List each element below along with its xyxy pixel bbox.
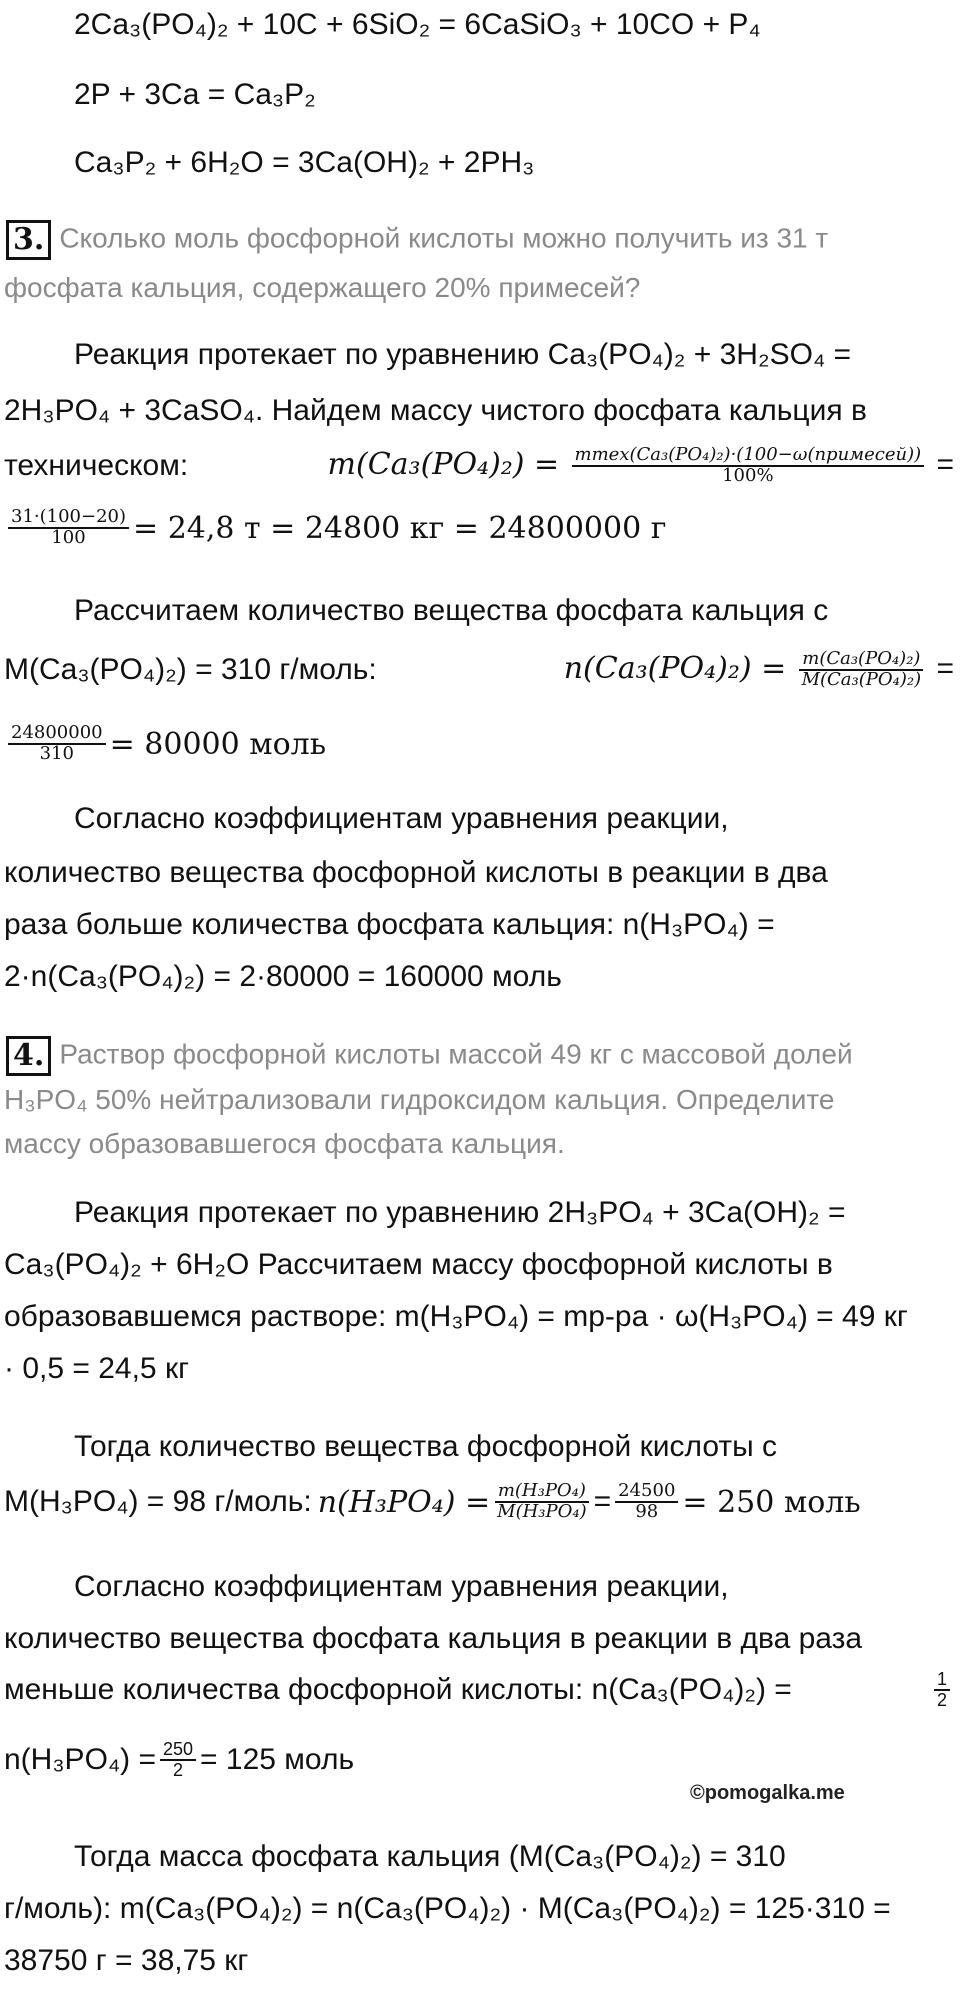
task3-p2-start: M(Ca₃(PO₄)₂) = 310 г/моль: [4, 653, 377, 686]
task3-p3-line1: Согласно коэффициентам уравнения реакции, [74, 802, 729, 835]
task3-question-line2: фосфата кальция, содержащего 20% примесей? [4, 272, 641, 303]
task4-question-line2: H₃PO₄ 50% нейтрализовали гидроксидом кальция. Определите [4, 1084, 835, 1115]
task4-result-phosphate-moles: = 125 моль [200, 1743, 355, 1776]
task3-p2-fraction-den: M(Ca₃(PO₄)₂) [801, 669, 922, 690]
task4-p2-start: M(H₃PO₄) = 98 г/моль: [4, 1485, 312, 1518]
task4-half-fraction [934, 1670, 950, 1710]
task3-p3-line4: 2·n(Ca₃(PO₄)₂) = 2·80000 = 160000 моль [4, 960, 562, 993]
task4-p2-fraction-den: M(H₃PO₄) [497, 1501, 587, 1522]
task3-number: 3. [6, 220, 51, 260]
task3-p2-line1: Рассчитаем количество вещества фосфата кальция с [74, 594, 829, 627]
task4-p3-fraction-den: 2 [173, 1760, 184, 1780]
task4-half-num: 1 [934, 1670, 950, 1691]
task4-p1-line4: · 0,5 = 24,5 кг [4, 1352, 190, 1385]
task3-eq-sign: = [936, 447, 954, 481]
task3-result-moles: = 80000 моль [109, 726, 327, 762]
task4-p2-line1: Тогда количество вещества фосфорной кислоты с [74, 1430, 778, 1463]
task3-p2-fraction2 [8, 724, 106, 764]
watermark: ©pomogalka.me [690, 1782, 845, 1804]
task4-p2-lhs: n(H₃PO₄) = [317, 1484, 491, 1520]
task3-p2-fraction2-den: 310 [39, 743, 74, 764]
task3-question-line1 [6, 220, 960, 260]
task3-fraction-num: mтех(Ca₃(PO₄)₂)·(100−ω(примесей)) [572, 446, 925, 467]
task4-half-den: 2 [936, 1690, 947, 1710]
task3-p2-fraction2-num: 24800000 [8, 724, 106, 745]
task4-p3-line4 [4, 1730, 960, 1790]
task3-question-text1: Сколько моль фосфорной кислоты можно получить из 31 т [59, 222, 829, 254]
equation-3: Ca₃P₂ + 6H₂O = 3Ca(OH)₂ + 2PH₃ [74, 146, 535, 179]
task4-p1-line2: Ca₃(PO₄)₂ + 6H₂O Рассчитаем массу фосфорной кислоты в [4, 1248, 833, 1281]
task4-p2-line2 [4, 1472, 960, 1532]
task3-result-mass: = 24,8 т = 24800 кг = 24800000 г [133, 510, 667, 546]
task3-p1-label: техническом: [4, 449, 189, 482]
task4-p3-line1: Согласно коэффициентам уравнения реакции, [74, 1570, 729, 1603]
task3-p1-line4 [4, 500, 960, 556]
task4-p2-fraction [494, 1482, 589, 1522]
task3-p2-line2 [4, 640, 954, 700]
task4-p2-fraction2-num: 24500 [615, 1482, 678, 1503]
task4-p4-line2: г/моль): m(Ca₃(PO₄)₂) = n(Ca₃(PO₄)₂) · M(Ca₃(PO₄)₂) = 125·310 = [4, 1892, 891, 1925]
task4-p3-line4-start: n(H₃PO₄) = [4, 1743, 156, 1776]
task3-formula-lhs: m(Ca₃(PO₄)₂) = [327, 446, 560, 482]
task4-p4-line3: 38750 г = 38,75 кг [4, 1944, 249, 1977]
task4-p3-line3 [4, 1660, 954, 1720]
task4-p2-fraction-num: m(H₃PO₄) [495, 1482, 589, 1503]
task3-fraction2-den: 100 [51, 527, 86, 548]
equation-2: 2P + 3Ca = Ca₃P₂ [74, 78, 316, 111]
task4-question-line3: массу образовавшегося фосфата кальция. [4, 1128, 565, 1159]
task4-p4-line1: Тогда масса фосфата кальция (M(Ca₃(PO₄)₂) = 310 [74, 1840, 786, 1873]
equation-1: 2Ca₃(PO₄)₂ + 10C + 6SiO₂ = 6CaSiO₃ + 10CO + P₄ [74, 8, 761, 41]
task4-result-moles: = 250 моль [682, 1484, 861, 1520]
task3-p3-line2: количество вещества фосфорной кислоты в реакции в два [4, 856, 828, 889]
task4-p1-line1: Реакция протекает по уравнению 2H₃PO₄ + 3Ca(OH)₂ = [74, 1196, 846, 1229]
task4-p3-line2: количество вещества фосфата кальция в реакции в два раза [4, 1622, 863, 1655]
task4-p3-fraction-num: 250 [160, 1740, 196, 1761]
task3-p2-fraction [799, 650, 925, 690]
task3-p1-line2: 2H₃PO₄ + 3CaSO₄. Найдем массу чистого фосфата кальция в [4, 394, 867, 427]
task4-p2-fraction2 [615, 1482, 678, 1522]
task3-p2-eq-sign: = [936, 651, 954, 685]
task3-fraction-den: 100% [722, 465, 774, 486]
task4-p3-line3-text: меньше количества фосфорной кислоты: n(Ca₃(PO₄)₂) = [4, 1673, 792, 1706]
task3-p2-line3 [4, 714, 960, 774]
task3-p1-line3 [4, 438, 954, 494]
task4-number: 4. [6, 1036, 51, 1076]
task4-p2-eq-mid: = [593, 1485, 612, 1518]
task3-formula-fraction [572, 446, 925, 486]
task4-p2-fraction2-den: 98 [635, 1501, 659, 1522]
task4-question-line1 [6, 1036, 960, 1076]
task4-p1-line3: образовавшемся растворе: m(H₃PO₄) = mр-ра · ω(H₃PO₄) = 49 кг [4, 1300, 908, 1333]
task3-p2-lhs: n(Ca₃(PO₄)₂) = [563, 650, 787, 686]
task3-p2-fraction-num: m(Ca₃(PO₄)₂) [799, 650, 923, 671]
task3-fraction2 [8, 508, 129, 548]
task3-p1-line1: Реакция протекает по уравнению Ca₃(PO₄)₂ + 3H₂SO₄ = [74, 338, 852, 371]
task4-p3-fraction [160, 1740, 196, 1780]
task4-question-text1: Раствор фосфорной кислоты массой 49 кг с массовой долей [59, 1038, 853, 1070]
task3-p3-line3: раза больше количества фосфата кальция: n(H₃PO₄) = [4, 908, 775, 941]
task3-fraction2-num: 31·(100−20) [8, 508, 129, 529]
